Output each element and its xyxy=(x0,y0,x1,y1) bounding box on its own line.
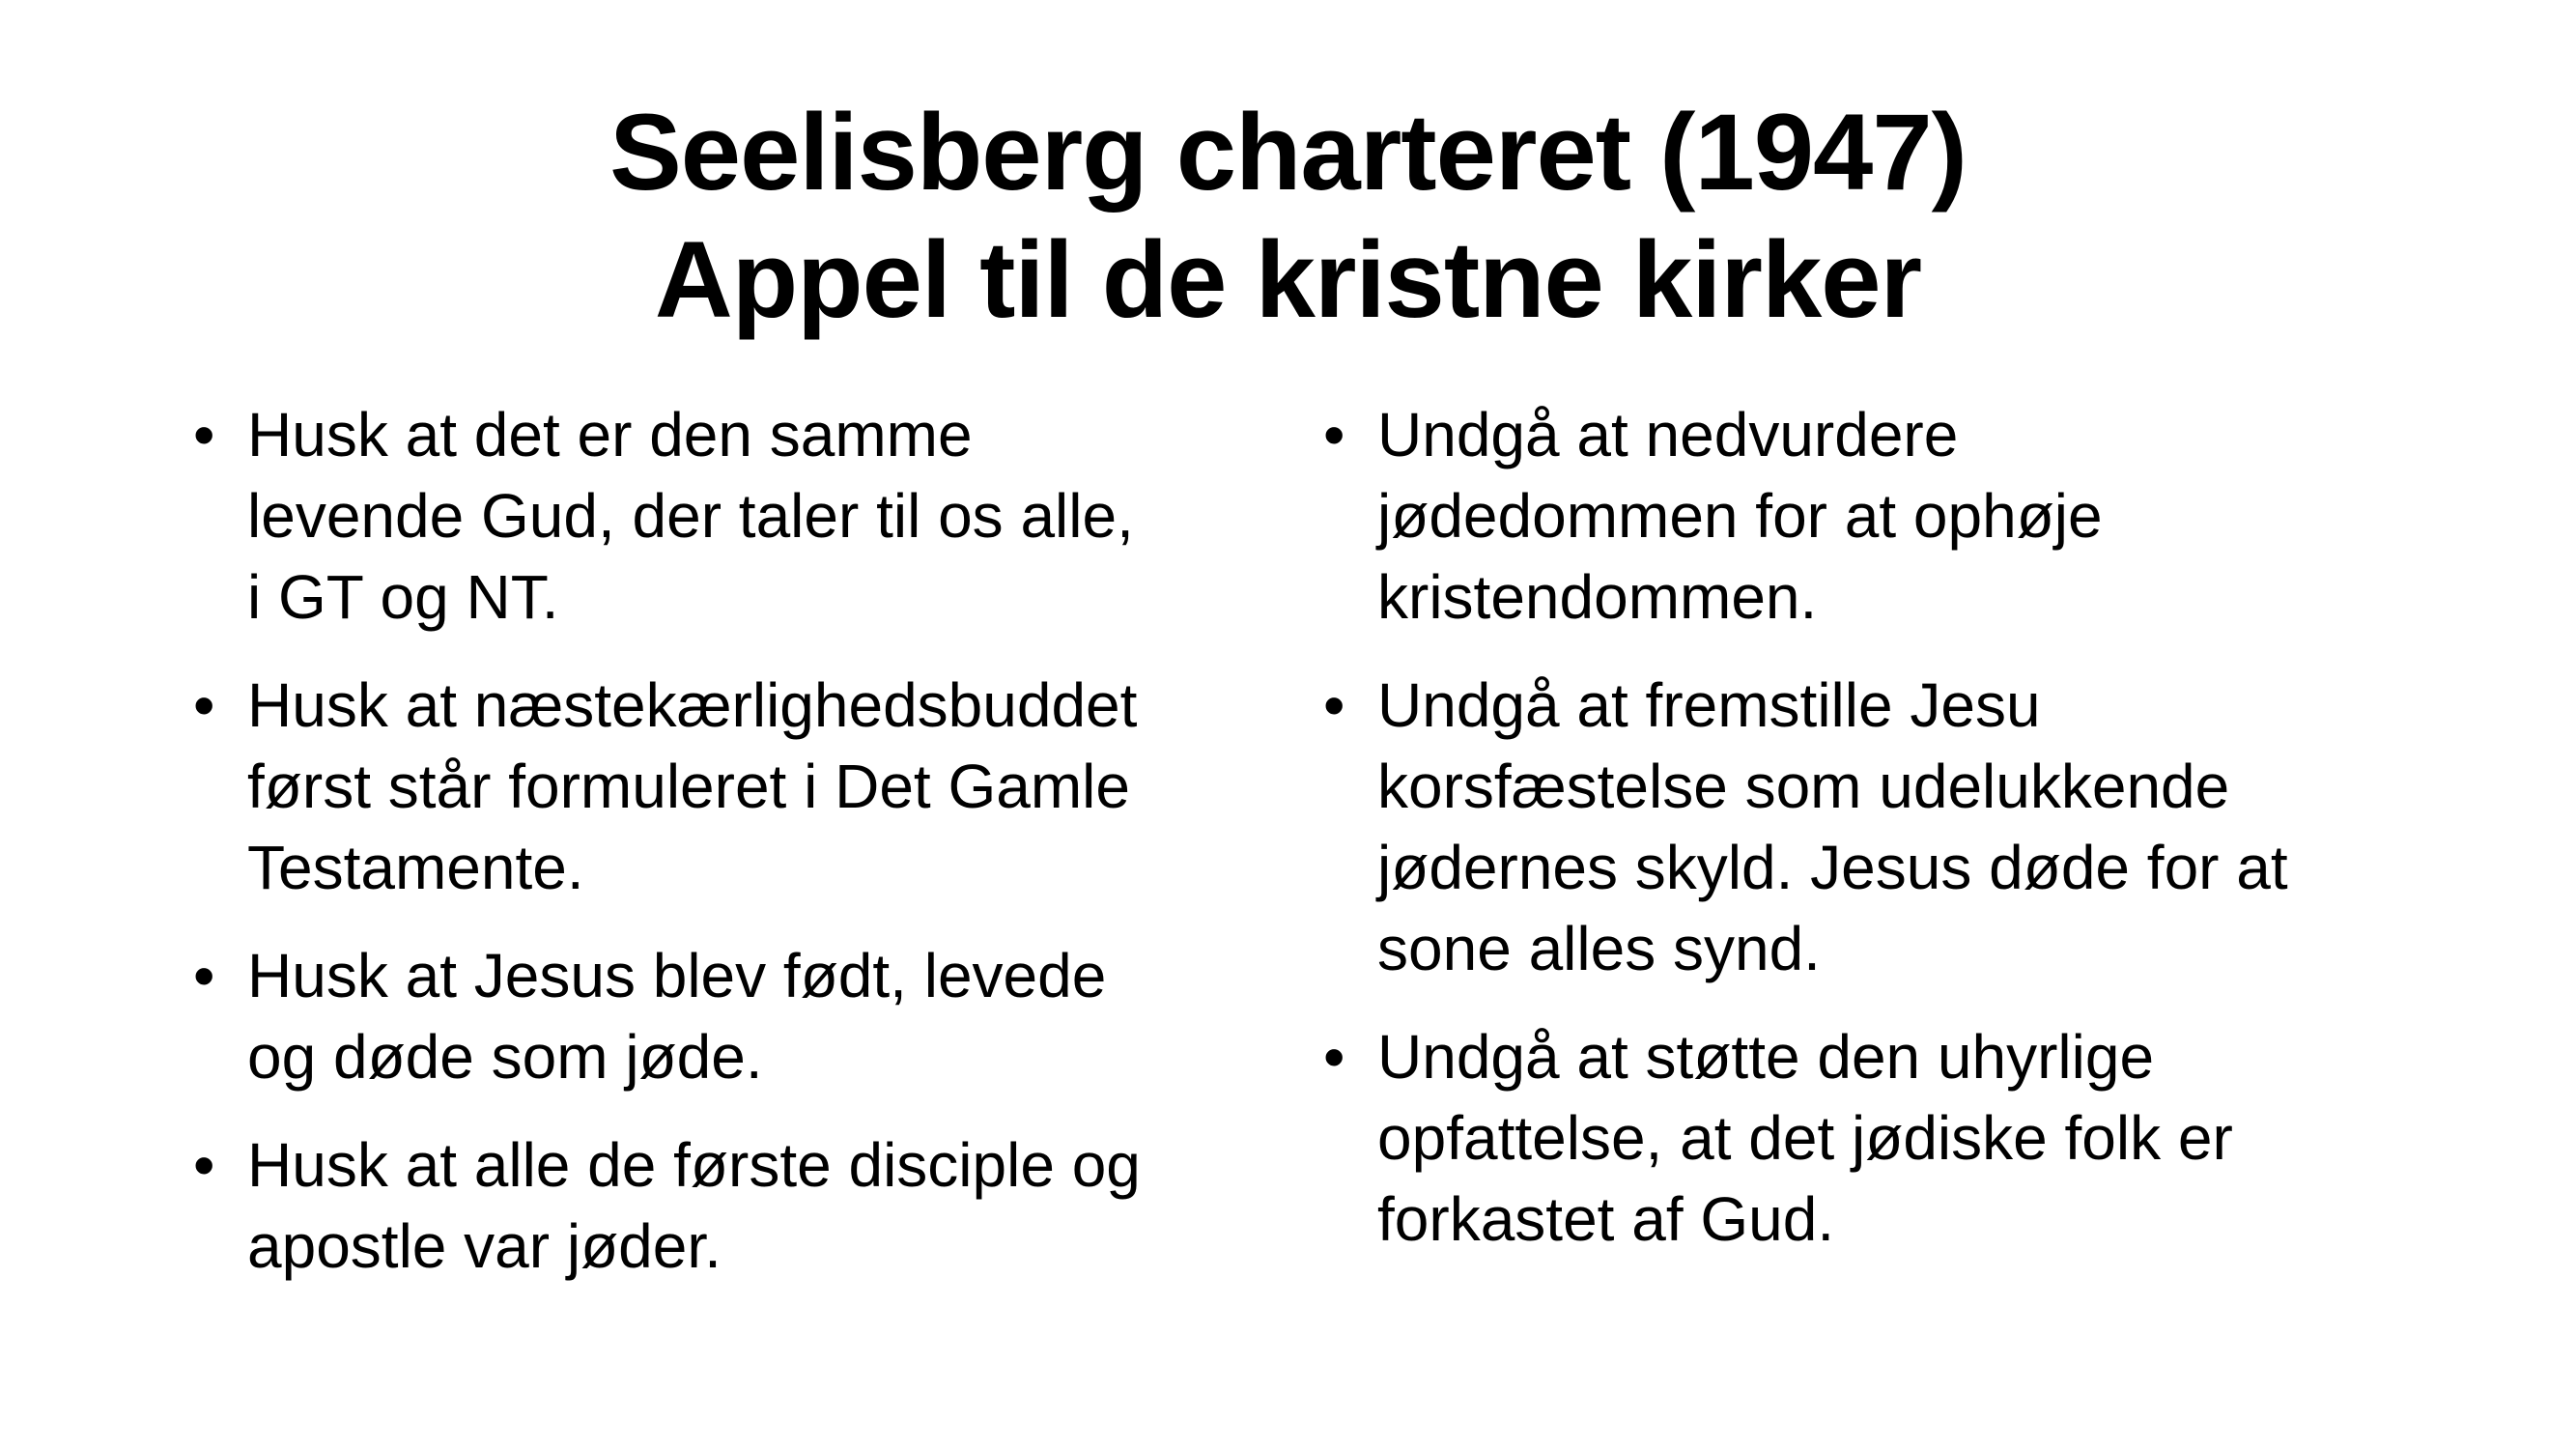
bullet-item xyxy=(193,935,1294,1097)
bullet-text-line: først står formuleret i Det Gamle xyxy=(247,752,1130,821)
bullet-icon: • xyxy=(193,1130,215,1200)
bullet-item xyxy=(1323,1016,2424,1260)
bullet-text-line: Undgå at nedvurdere xyxy=(1377,400,1959,469)
bullet-icon: • xyxy=(193,941,215,1010)
bullet-icon: • xyxy=(1323,670,1345,740)
bullet-icon: • xyxy=(1323,1022,1345,1092)
bullet-text-line: forkastet af Gud. xyxy=(1377,1184,1835,1254)
bullet-text-line: og døde som jøde. xyxy=(247,1022,763,1092)
bullet-icon: • xyxy=(193,670,215,740)
bullet-text-line: Undgå at fremstille Jesu xyxy=(1377,670,2041,740)
bullet-text-line: Undgå at støtte den uhyrlige xyxy=(1377,1022,2155,1092)
title-line-1: Seelisberg charteret (1947) xyxy=(609,92,1967,213)
bullet-item xyxy=(193,665,1294,908)
title-line-2: Appel til de kristne kirker xyxy=(654,219,1922,340)
bullet-text-line: Husk at næstekærlighedsbuddet xyxy=(247,670,1138,740)
slide-title xyxy=(0,89,2576,344)
bullet-text-line: Husk at det er den samme xyxy=(247,400,973,469)
bullet-text-line: Husk at Jesus blev født, levede xyxy=(247,941,1107,1010)
bullet-item xyxy=(1323,394,2424,638)
bullet-text-line: korsfæstelse som udelukkende xyxy=(1377,752,2230,821)
bullet-text-line: i GT og NT. xyxy=(247,562,559,632)
bullet-text-line: Husk at alle de første disciple og xyxy=(247,1130,1141,1200)
bullet-text-line: sone alles synd. xyxy=(1377,914,1821,983)
bullet-item xyxy=(193,394,1294,638)
bullet-text-line: jødedommen for at ophøje xyxy=(1377,481,2103,551)
left-bullet-list xyxy=(193,394,1294,1314)
bullet-item xyxy=(193,1124,1294,1287)
right-bullet-list xyxy=(1323,394,2424,1287)
bullet-text-line: opfattelse, at det jødiske folk er xyxy=(1377,1103,2233,1173)
bullet-icon: • xyxy=(1323,400,1345,469)
bullet-text-line: levende Gud, der taler til os alle, xyxy=(247,481,1134,551)
bullet-icon: • xyxy=(193,400,215,469)
bullet-text-line: Testamente. xyxy=(247,833,584,902)
bullet-item xyxy=(1323,665,2424,989)
bullet-text-line: apostle var jøder. xyxy=(247,1211,722,1281)
bullet-text-line: kristendommen. xyxy=(1377,562,1818,632)
bullet-text-line: jødernes skyld. Jesus døde for at xyxy=(1377,833,2288,902)
